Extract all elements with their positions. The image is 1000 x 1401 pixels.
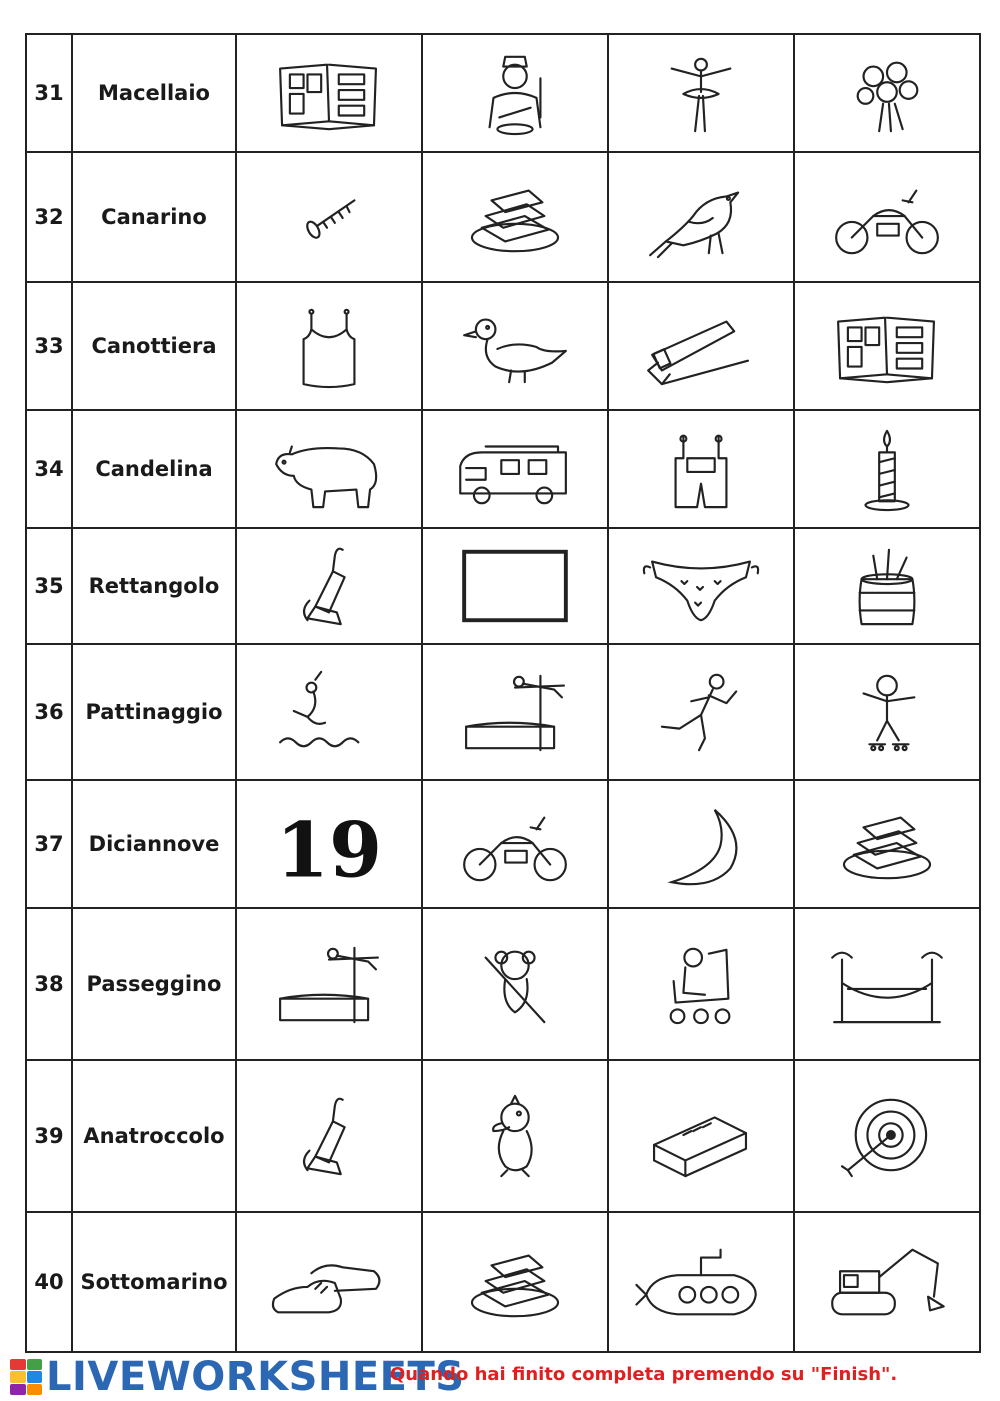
- row-number: 35: [27, 529, 73, 643]
- option-cell[interactable]: [237, 781, 423, 907]
- option-cell[interactable]: [423, 909, 609, 1059]
- option-cell[interactable]: [423, 283, 609, 409]
- option-cell[interactable]: [795, 645, 981, 779]
- option-cell[interactable]: [423, 1213, 609, 1351]
- option-cell[interactable]: [237, 1061, 423, 1211]
- table-row: [27, 411, 981, 529]
- option-cell[interactable]: [237, 529, 423, 643]
- option-cell[interactable]: [423, 781, 609, 907]
- row-number: 40: [27, 1213, 73, 1351]
- option-cell[interactable]: [609, 35, 795, 151]
- row-number: 38: [27, 909, 73, 1059]
- bird-icon: [631, 173, 771, 261]
- koala-icon: [445, 940, 585, 1028]
- row-number: 31: [27, 35, 73, 151]
- sneakers-icon: [259, 1238, 399, 1326]
- row-number: 32: [27, 153, 73, 281]
- butcher-icon: [445, 49, 585, 137]
- book-icon: [259, 49, 399, 137]
- row-number: 39: [27, 1061, 73, 1211]
- target-word: Canottiera: [73, 283, 237, 409]
- option-cell[interactable]: [795, 1213, 981, 1351]
- option-cell[interactable]: [795, 1061, 981, 1211]
- diver-icon: [259, 668, 399, 756]
- camper-icon: [445, 425, 585, 513]
- bear-icon: [259, 425, 399, 513]
- stapler-icon: [631, 302, 771, 390]
- book-icon: [817, 302, 957, 390]
- row-number: 34: [27, 411, 73, 527]
- duck-icon: [445, 302, 585, 390]
- submarine-icon: [631, 1238, 771, 1326]
- target-word: Pattinaggio: [73, 645, 237, 779]
- target-word: Rettangolo: [73, 529, 237, 643]
- svg-text:19: 19: [275, 804, 383, 888]
- option-cell[interactable]: [237, 909, 423, 1059]
- table-row: [27, 153, 981, 283]
- screw-icon: [259, 173, 399, 261]
- option-cell[interactable]: [609, 1061, 795, 1211]
- tank-top-icon: [259, 302, 399, 390]
- stroller-icon: [631, 940, 771, 1028]
- target-icon: [817, 1092, 957, 1180]
- target-word: Sottomarino: [73, 1213, 237, 1351]
- option-cell[interactable]: [237, 153, 423, 281]
- table-row: [27, 645, 981, 781]
- vacuum-icon: [259, 1092, 399, 1180]
- option-cell[interactable]: [795, 283, 981, 409]
- sandwich-icon: [445, 1238, 585, 1326]
- option-cell[interactable]: [609, 1213, 795, 1351]
- finish-instruction: Quando hai finito completa premendo su "Finish".: [390, 1364, 898, 1385]
- option-cell[interactable]: [795, 909, 981, 1059]
- target-word: Macellaio: [73, 35, 237, 151]
- option-cell[interactable]: [609, 529, 795, 643]
- option-cell[interactable]: [795, 529, 981, 643]
- ballerina-icon: [631, 49, 771, 137]
- high-jump-icon: [445, 668, 585, 756]
- target-word: Canarino: [73, 153, 237, 281]
- target-word: Diciannove: [73, 781, 237, 907]
- table-row: [27, 1213, 981, 1353]
- option-cell[interactable]: [795, 153, 981, 281]
- motorcycle-icon: [445, 800, 585, 888]
- runner-icon: [631, 668, 771, 756]
- panties-icon: [631, 542, 771, 630]
- option-cell[interactable]: [237, 1213, 423, 1351]
- option-cell[interactable]: [423, 35, 609, 151]
- rectangle-icon: [445, 542, 585, 630]
- option-cell[interactable]: [609, 153, 795, 281]
- table-row: [27, 1061, 981, 1213]
- target-word: Passeggino: [73, 909, 237, 1059]
- footer: [10, 1354, 990, 1398]
- logo-mark-icon: [10, 1359, 42, 1395]
- option-cell[interactable]: [609, 283, 795, 409]
- option-cell[interactable]: [423, 645, 609, 779]
- option-cell[interactable]: [795, 411, 981, 527]
- table-row: [27, 283, 981, 411]
- row-number: 36: [27, 645, 73, 779]
- number-19-icon: [259, 800, 399, 888]
- target-word: Anatroccolo: [73, 1061, 237, 1211]
- option-cell[interactable]: [609, 781, 795, 907]
- option-cell[interactable]: [423, 529, 609, 643]
- skater-icon: [817, 668, 957, 756]
- table-row: [27, 529, 981, 645]
- hammock-icon: [817, 940, 957, 1028]
- motorcycle-icon: [817, 173, 957, 261]
- row-number: 33: [27, 283, 73, 409]
- option-cell[interactable]: [609, 909, 795, 1059]
- barrel-icon: [817, 542, 957, 630]
- table-row: [27, 781, 981, 909]
- excavator-icon: [817, 1238, 957, 1326]
- option-cell[interactable]: [795, 35, 981, 151]
- table-row: [27, 35, 981, 153]
- high-jump-icon: [259, 940, 399, 1028]
- moon-icon: [631, 800, 771, 888]
- option-cell[interactable]: [423, 411, 609, 527]
- candle-icon: [817, 425, 957, 513]
- option-cell[interactable]: [795, 781, 981, 907]
- option-cell[interactable]: [237, 645, 423, 779]
- matching-table: [25, 33, 981, 1353]
- option-cell[interactable]: [237, 35, 423, 151]
- flowers-icon: [817, 49, 957, 137]
- option-cell[interactable]: [423, 1061, 609, 1211]
- overalls-icon: [631, 425, 771, 513]
- vacuum-icon: [259, 542, 399, 630]
- option-cell[interactable]: [423, 153, 609, 281]
- sandwich-icon: [445, 173, 585, 261]
- option-cell[interactable]: [609, 411, 795, 527]
- table-row: [27, 909, 981, 1061]
- row-number: 37: [27, 781, 73, 907]
- option-cell[interactable]: [609, 645, 795, 779]
- matchbox-icon: [631, 1092, 771, 1180]
- logo-text: LIVEWORKSHEETS: [46, 1354, 465, 1400]
- option-cell[interactable]: [237, 283, 423, 409]
- sandwich-icon: [817, 800, 957, 888]
- option-cell[interactable]: [237, 411, 423, 527]
- target-word: Candelina: [73, 411, 237, 527]
- duckling-icon: [445, 1092, 585, 1180]
